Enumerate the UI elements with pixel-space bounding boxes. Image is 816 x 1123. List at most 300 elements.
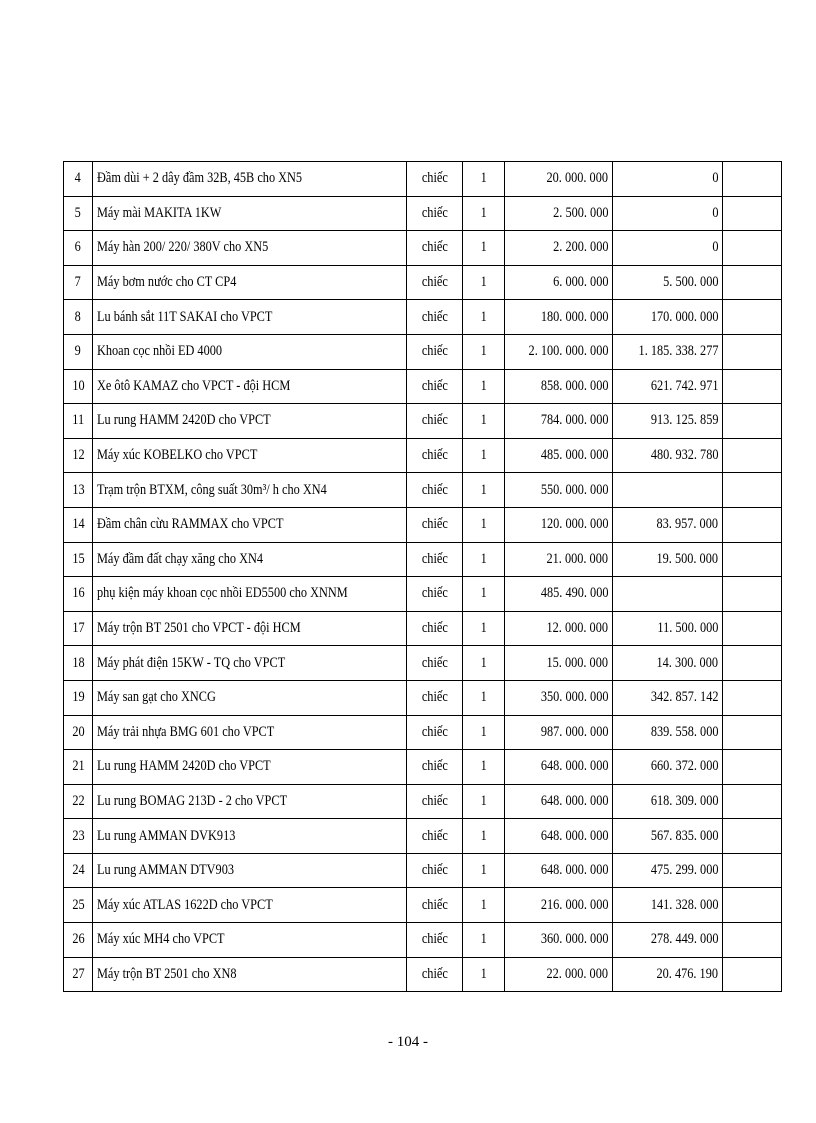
unit-text: chiếc <box>421 550 448 567</box>
original-value-text: 15. 000. 000 <box>546 654 608 671</box>
equipment-name-cell <box>93 680 407 715</box>
remaining-value-text: 475. 299. 000 <box>650 862 718 879</box>
note-cell <box>723 542 782 577</box>
row-number-cell <box>64 750 93 785</box>
unit-text: chiếc <box>421 239 448 256</box>
unit-cell <box>407 438 463 473</box>
remaining-value-cell <box>613 438 723 473</box>
remaining-value-text: 5. 500. 000 <box>662 274 718 291</box>
remaining-value-text: 83. 957. 000 <box>656 516 718 533</box>
original-value-cell <box>505 542 613 577</box>
unit-text: chiếc <box>421 343 448 360</box>
remaining-value-cell <box>613 473 723 508</box>
quantity-cell <box>463 300 505 335</box>
table-row <box>64 957 782 992</box>
note-cell <box>723 196 782 231</box>
equipment-name-cell <box>93 888 407 923</box>
row-number-cell <box>64 853 93 888</box>
remaining-value-cell <box>613 265 723 300</box>
remaining-value-cell <box>613 162 723 197</box>
row-number-cell <box>64 784 93 819</box>
row-number-cell <box>64 473 93 508</box>
note-cell <box>723 819 782 854</box>
row-number-cell <box>64 611 93 646</box>
remaining-value-text: 278. 449. 000 <box>650 931 718 948</box>
original-value-text: 648. 000. 000 <box>540 792 608 809</box>
row-number-cell <box>64 369 93 404</box>
remaining-value-cell <box>613 577 723 612</box>
quantity-text: 1 <box>480 689 487 706</box>
row-number-text: 8 <box>74 308 82 325</box>
unit-cell <box>407 957 463 992</box>
quantity-text: 1 <box>480 170 487 187</box>
table-row <box>64 438 782 473</box>
original-value-text: 360. 000. 000 <box>540 931 608 948</box>
quantity-cell <box>463 265 505 300</box>
row-number-text: 14 <box>71 516 85 533</box>
remaining-value-cell <box>613 334 723 369</box>
quantity-text: 1 <box>480 447 487 464</box>
table-row <box>64 819 782 854</box>
original-value-text: 550. 000. 000 <box>540 481 608 498</box>
row-number-cell <box>64 957 93 992</box>
table-row <box>64 300 782 335</box>
equipment-table-body <box>64 162 782 992</box>
row-number-text: 9 <box>74 343 82 360</box>
remaining-value-text: 141. 328. 000 <box>650 896 718 913</box>
unit-text: chiếc <box>421 654 448 671</box>
original-value-text: 648. 000. 000 <box>540 862 608 879</box>
quantity-text: 1 <box>480 204 487 221</box>
row-number-cell <box>64 438 93 473</box>
row-number-text: 21 <box>71 758 85 775</box>
table-row <box>64 611 782 646</box>
quantity-cell <box>463 507 505 542</box>
original-value-cell <box>505 680 613 715</box>
equipment-name-text: Khoan cọc nhồi ED 4000 <box>97 343 223 360</box>
row-number-cell <box>64 196 93 231</box>
unit-text: chiếc <box>421 274 448 291</box>
note-cell <box>723 888 782 923</box>
equipment-table <box>63 161 782 992</box>
row-number-cell <box>64 265 93 300</box>
quantity-cell <box>463 334 505 369</box>
equipment-name-cell <box>93 438 407 473</box>
table-row <box>64 369 782 404</box>
table-row <box>64 888 782 923</box>
quantity-text: 1 <box>480 758 487 775</box>
remaining-value-cell <box>613 680 723 715</box>
remaining-value-cell <box>613 404 723 439</box>
equipment-name-text: Đầm dùi + 2 dây đầm 32B, 45B cho XN5 <box>97 170 303 187</box>
unit-text: chiếc <box>421 620 448 637</box>
equipment-name-text: Lu rung HAMM 2420D cho VPCT <box>97 412 271 429</box>
unit-cell <box>407 680 463 715</box>
equipment-name-text: Máy san gạt cho XNCG <box>97 689 216 706</box>
unit-cell <box>407 265 463 300</box>
remaining-value-cell <box>613 300 723 335</box>
original-value-cell <box>505 369 613 404</box>
note-cell <box>723 334 782 369</box>
row-number-cell <box>64 646 93 681</box>
quantity-cell <box>463 750 505 785</box>
unit-text: chiếc <box>421 516 448 533</box>
row-number-text: 20 <box>71 723 85 740</box>
unit-cell <box>407 784 463 819</box>
remaining-value-text: 170. 000. 000 <box>650 308 718 325</box>
original-value-cell <box>505 334 613 369</box>
original-value-text: 485. 490. 000 <box>540 585 608 602</box>
table-row <box>64 265 782 300</box>
equipment-name-text: Máy xúc ATLAS 1622D cho VPCT <box>97 896 273 913</box>
remaining-value-text: 342. 857. 142 <box>650 689 718 706</box>
quantity-cell <box>463 715 505 750</box>
table-row <box>64 507 782 542</box>
unit-text: chiếc <box>421 377 448 394</box>
equipment-name-text: Máy phát điện 15KW - TQ cho VPCT <box>97 654 286 671</box>
equipment-name-cell <box>93 265 407 300</box>
unit-cell <box>407 853 463 888</box>
equipment-name-text: Lu rung HAMM 2420D cho VPCT <box>97 758 271 775</box>
row-number-text: 5 <box>74 204 82 221</box>
row-number-text: 7 <box>74 274 82 291</box>
table-row <box>64 577 782 612</box>
row-number-cell <box>64 577 93 612</box>
remaining-value-text: 660. 372. 000 <box>650 758 718 775</box>
table-row <box>64 196 782 231</box>
equipment-name-cell <box>93 196 407 231</box>
remaining-value-cell <box>613 231 723 266</box>
original-value-text: 2. 100. 000. 000 <box>528 343 608 360</box>
original-value-text: 485. 000. 000 <box>540 447 608 464</box>
table-row <box>64 923 782 958</box>
equipment-name-cell <box>93 957 407 992</box>
quantity-text: 1 <box>480 481 487 498</box>
note-cell <box>723 577 782 612</box>
original-value-cell <box>505 853 613 888</box>
original-value-cell <box>505 750 613 785</box>
row-number-text: 15 <box>71 550 85 567</box>
original-value-cell <box>505 473 613 508</box>
table-row <box>64 334 782 369</box>
note-cell <box>723 162 782 197</box>
original-value-text: 6. 000. 000 <box>552 274 608 291</box>
equipment-name-cell <box>93 542 407 577</box>
equipment-name-text: Máy xúc MH4 cho VPCT <box>97 931 225 948</box>
equipment-name-cell <box>93 784 407 819</box>
remaining-value-cell <box>613 369 723 404</box>
note-cell <box>723 923 782 958</box>
row-number-cell <box>64 923 93 958</box>
row-number-cell <box>64 507 93 542</box>
unit-text: chiếc <box>421 412 448 429</box>
table-row <box>64 784 782 819</box>
remaining-value-cell <box>613 646 723 681</box>
original-value-cell <box>505 300 613 335</box>
unit-cell <box>407 888 463 923</box>
original-value-cell <box>505 715 613 750</box>
quantity-text: 1 <box>480 585 487 602</box>
original-value-text: 20. 000. 000 <box>546 170 608 187</box>
note-cell <box>723 611 782 646</box>
row-number-cell <box>64 680 93 715</box>
equipment-name-cell <box>93 507 407 542</box>
unit-cell <box>407 923 463 958</box>
remaining-value-text: 20. 476. 190 <box>656 965 718 982</box>
quantity-text: 1 <box>480 723 487 740</box>
unit-cell <box>407 369 463 404</box>
unit-cell <box>407 542 463 577</box>
quantity-cell <box>463 473 505 508</box>
original-value-text: 2. 500. 000 <box>552 204 608 221</box>
quantity-text: 1 <box>480 931 487 948</box>
remaining-value-text: 0 <box>711 239 718 256</box>
equipment-name-cell <box>93 369 407 404</box>
quantity-text: 1 <box>480 965 487 982</box>
note-cell <box>723 404 782 439</box>
unit-cell <box>407 507 463 542</box>
remaining-value-text: 11. 500. 000 <box>656 620 718 637</box>
original-value-text: 987. 000. 000 <box>540 723 608 740</box>
equipment-name-text: phụ kiện máy khoan cọc nhồi ED5500 cho XNNM <box>97 585 348 602</box>
table-row <box>64 646 782 681</box>
equipment-name-text: Trạm trộn BTXM, công suất 30m³/ h cho XN4 <box>97 481 327 498</box>
quantity-cell <box>463 162 505 197</box>
original-value-cell <box>505 646 613 681</box>
remaining-value-text: 19. 500. 000 <box>656 550 718 567</box>
remaining-value-cell <box>613 853 723 888</box>
row-number-text: 18 <box>71 654 85 671</box>
original-value-cell <box>505 957 613 992</box>
table-row <box>64 404 782 439</box>
quantity-text: 1 <box>480 792 487 809</box>
remaining-value-text: 618. 309. 000 <box>650 792 718 809</box>
quantity-text: 1 <box>480 654 487 671</box>
equipment-table-container <box>63 161 782 992</box>
quantity-cell <box>463 438 505 473</box>
equipment-name-cell <box>93 334 407 369</box>
original-value-cell <box>505 923 613 958</box>
equipment-name-text: Máy đầm đất chạy xăng cho XN4 <box>97 550 264 567</box>
row-number-cell <box>64 819 93 854</box>
quantity-cell <box>463 611 505 646</box>
equipment-name-cell <box>93 404 407 439</box>
original-value-text: 858. 000. 000 <box>540 377 608 394</box>
equipment-name-text: Máy mài MAKITA 1KW <box>97 204 222 221</box>
row-number-text: 13 <box>71 481 85 498</box>
note-cell <box>723 265 782 300</box>
quantity-cell <box>463 404 505 439</box>
note-cell <box>723 750 782 785</box>
unit-cell <box>407 715 463 750</box>
note-cell <box>723 853 782 888</box>
original-value-cell <box>505 888 613 923</box>
original-value-cell <box>505 162 613 197</box>
table-row <box>64 750 782 785</box>
remaining-value-text: 0 <box>711 170 718 187</box>
quantity-text: 1 <box>480 308 487 325</box>
quantity-cell <box>463 577 505 612</box>
quantity-cell <box>463 853 505 888</box>
note-cell <box>723 680 782 715</box>
original-value-cell <box>505 231 613 266</box>
equipment-name-cell <box>93 646 407 681</box>
row-number-text: 12 <box>71 447 85 464</box>
original-value-text: 648. 000. 000 <box>540 758 608 775</box>
remaining-value-cell <box>613 750 723 785</box>
remaining-value-text: 621. 742. 971 <box>650 377 718 394</box>
quantity-cell <box>463 957 505 992</box>
original-value-cell <box>505 784 613 819</box>
original-value-cell <box>505 404 613 439</box>
unit-cell <box>407 473 463 508</box>
quantity-cell <box>463 784 505 819</box>
original-value-cell <box>505 577 613 612</box>
quantity-text: 1 <box>480 274 487 291</box>
table-row <box>64 680 782 715</box>
original-value-cell <box>505 611 613 646</box>
quantity-text: 1 <box>480 343 487 360</box>
row-number-text: 22 <box>71 792 85 809</box>
quantity-cell <box>463 542 505 577</box>
unit-text: chiếc <box>421 792 448 809</box>
page-number: - 104 - <box>388 1034 428 1050</box>
unit-text: chiếc <box>421 827 448 844</box>
table-row <box>64 542 782 577</box>
quantity-cell <box>463 923 505 958</box>
equipment-name-text: Lu rung BOMAG 213D - 2 cho VPCT <box>97 792 288 809</box>
unit-text: chiếc <box>421 585 448 602</box>
remaining-value-text: 567. 835. 000 <box>650 827 718 844</box>
equipment-name-text: Máy xúc KOBELKO cho VPCT <box>97 447 258 464</box>
unit-text: chiếc <box>421 204 448 221</box>
unit-text: chiếc <box>421 758 448 775</box>
row-number-text: 17 <box>71 620 85 637</box>
original-value-cell <box>505 507 613 542</box>
unit-text: chiếc <box>421 931 448 948</box>
equipment-name-cell <box>93 231 407 266</box>
original-value-cell <box>505 196 613 231</box>
quantity-text: 1 <box>480 239 487 256</box>
equipment-name-text: Máy bơm nước cho CT CP4 <box>97 274 237 291</box>
equipment-name-cell <box>93 577 407 612</box>
equipment-name-cell <box>93 473 407 508</box>
remaining-value-cell <box>613 784 723 819</box>
remaining-value-text: 0 <box>711 204 718 221</box>
row-number-text: 24 <box>71 862 85 879</box>
quantity-text: 1 <box>480 516 487 533</box>
row-number-cell <box>64 542 93 577</box>
equipment-name-text: Lu rung AMMAN DVK913 <box>97 827 236 844</box>
original-value-text: 216. 000. 000 <box>540 896 608 913</box>
equipment-name-text: Máy trộn BT 2501 cho VPCT - đội HCM <box>97 620 301 637</box>
original-value-text: 350. 000. 000 <box>540 689 608 706</box>
quantity-cell <box>463 646 505 681</box>
note-cell <box>723 715 782 750</box>
note-cell <box>723 300 782 335</box>
original-value-cell <box>505 438 613 473</box>
quantity-text: 1 <box>480 550 487 567</box>
remaining-value-cell <box>613 715 723 750</box>
unit-cell <box>407 196 463 231</box>
equipment-name-text: Lu rung AMMAN DTV903 <box>97 862 235 879</box>
equipment-name-text: Xe ôtô KAMAZ cho VPCT - đội HCM <box>97 377 291 394</box>
table-row <box>64 715 782 750</box>
original-value-text: 648. 000. 000 <box>540 827 608 844</box>
remaining-value-text: 14. 300. 000 <box>656 654 718 671</box>
equipment-name-cell <box>93 750 407 785</box>
remaining-value-text: 1. 185. 338. 277 <box>638 343 718 360</box>
row-number-text: 6 <box>74 239 82 256</box>
quantity-cell <box>463 196 505 231</box>
note-cell <box>723 369 782 404</box>
row-number-cell <box>64 404 93 439</box>
unit-text: chiếc <box>421 481 448 498</box>
table-row <box>64 162 782 197</box>
unit-text: chiếc <box>421 896 448 913</box>
unit-text: chiếc <box>421 723 448 740</box>
row-number-cell <box>64 231 93 266</box>
unit-text: chiếc <box>421 689 448 706</box>
original-value-text: 120. 000. 000 <box>540 516 608 533</box>
original-value-cell <box>505 265 613 300</box>
quantity-cell <box>463 231 505 266</box>
table-row <box>64 473 782 508</box>
remaining-value-text: 839. 558. 000 <box>650 723 718 740</box>
quantity-text: 1 <box>480 412 487 429</box>
original-value-text: 784. 000. 000 <box>540 412 608 429</box>
unit-cell <box>407 819 463 854</box>
unit-cell <box>407 300 463 335</box>
remaining-value-text: 480. 932. 780 <box>650 447 718 464</box>
equipment-name-text: Máy trải nhựa BMG 601 cho VPCT <box>97 723 275 740</box>
table-row <box>64 231 782 266</box>
original-value-text: 2. 200. 000 <box>552 239 608 256</box>
remaining-value-text: 913. 125. 859 <box>650 412 718 429</box>
note-cell <box>723 438 782 473</box>
quantity-cell <box>463 819 505 854</box>
unit-cell <box>407 334 463 369</box>
row-number-cell <box>64 162 93 197</box>
unit-cell <box>407 162 463 197</box>
equipment-name-text: Máy hàn 200/ 220/ 380V cho XN5 <box>97 239 269 256</box>
equipment-name-text: Lu bánh sắt 11T SAKAI cho VPCT <box>97 308 273 325</box>
unit-text: chiếc <box>421 965 448 982</box>
quantity-cell <box>463 369 505 404</box>
row-number-text: 27 <box>71 965 85 982</box>
unit-cell <box>407 577 463 612</box>
unit-cell <box>407 611 463 646</box>
unit-text: chiếc <box>421 447 448 464</box>
row-number-text: 23 <box>71 827 85 844</box>
quantity-text: 1 <box>480 827 487 844</box>
note-cell <box>723 507 782 542</box>
equipment-name-text: Đầm chân cừu RAMMAX cho VPCT <box>97 516 284 533</box>
remaining-value-cell <box>613 819 723 854</box>
original-value-text: 21. 000. 000 <box>546 550 608 567</box>
equipment-name-cell <box>93 819 407 854</box>
unit-cell <box>407 231 463 266</box>
equipment-name-cell <box>93 300 407 335</box>
equipment-name-cell <box>93 162 407 197</box>
row-number-text: 10 <box>71 377 85 394</box>
original-value-text: 12. 000. 000 <box>546 620 608 637</box>
row-number-text: 16 <box>71 585 85 602</box>
quantity-text: 1 <box>480 620 487 637</box>
row-number-text: 4 <box>74 170 82 187</box>
note-cell <box>723 784 782 819</box>
remaining-value-cell <box>613 888 723 923</box>
